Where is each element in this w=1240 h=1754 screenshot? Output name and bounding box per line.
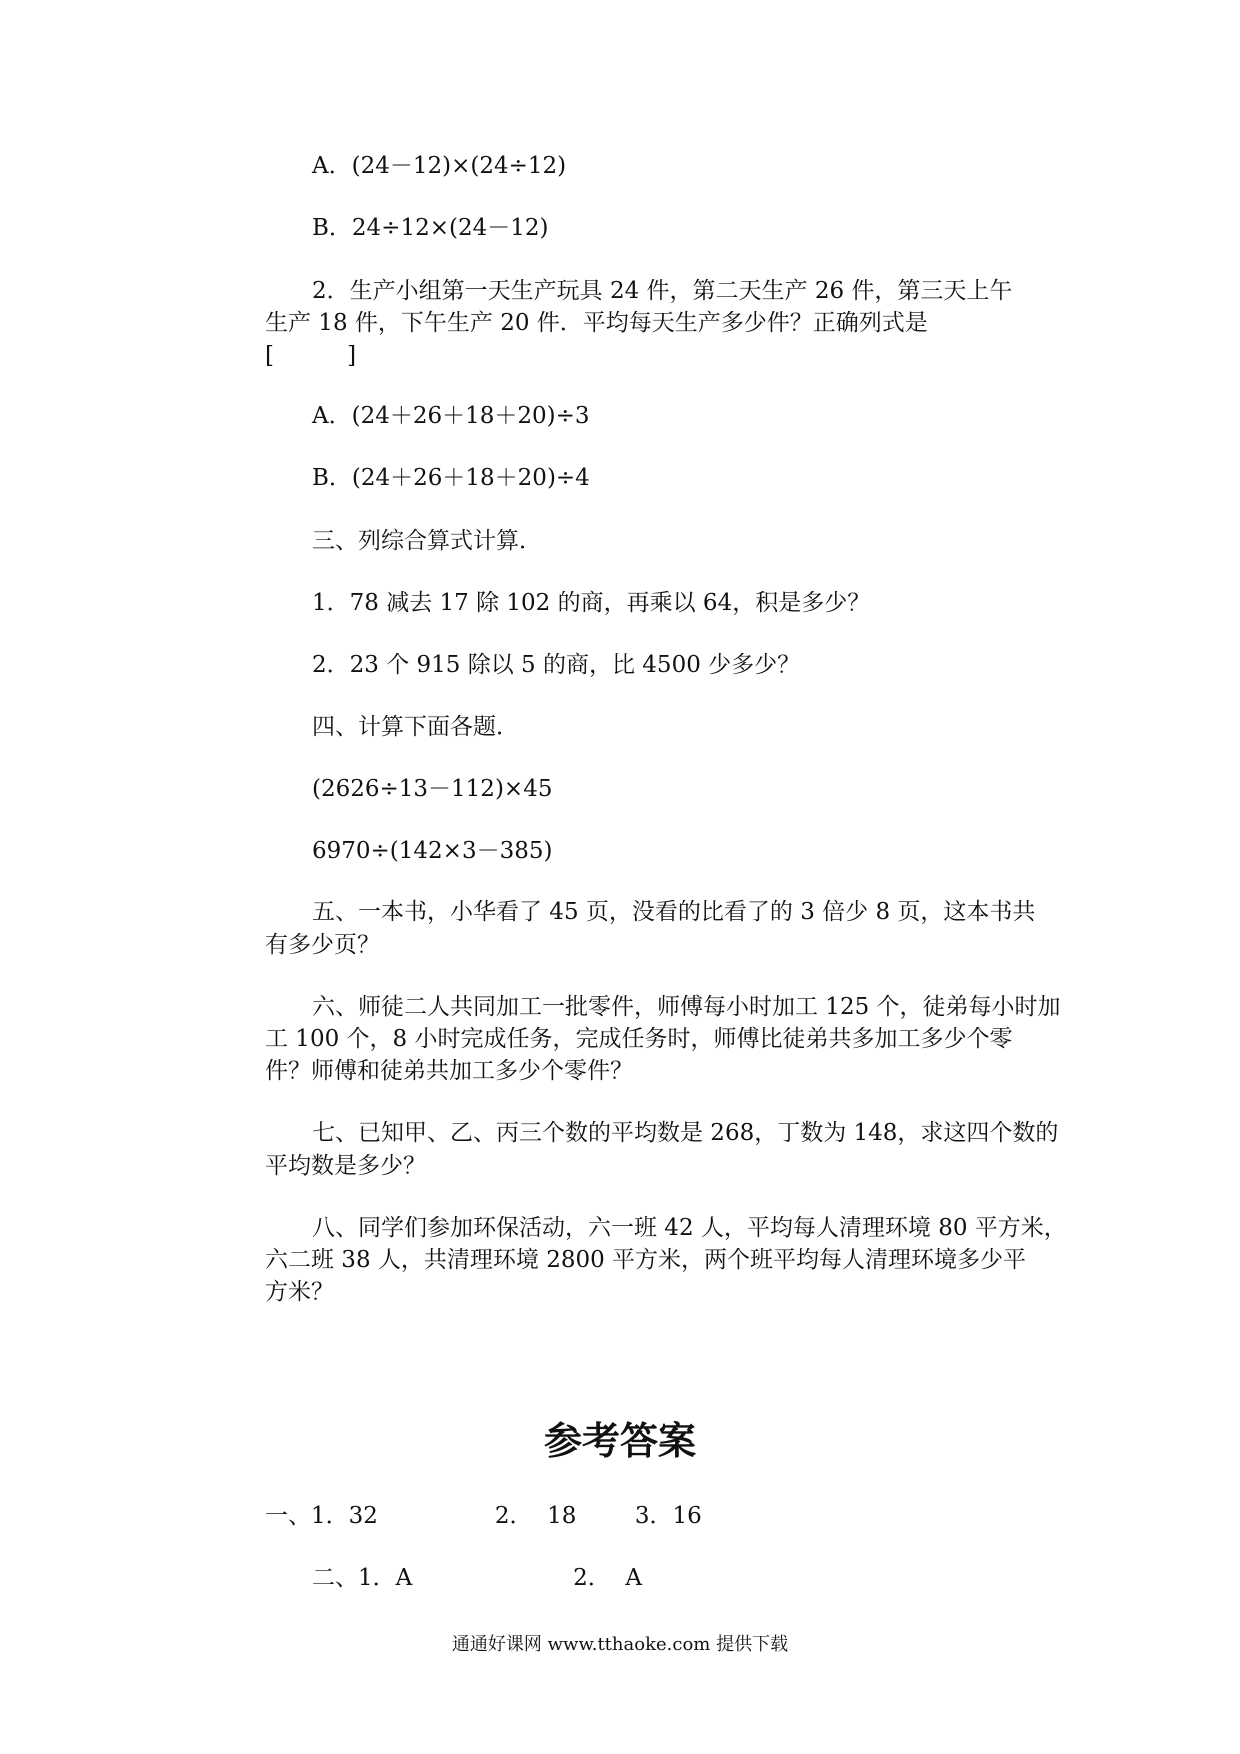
section-8-line-3: 方米？ [265, 1279, 334, 1305]
section-8-line-2: 六二班 38 人，共清理环境 2800 平方米，两个班平均每人清理环境多少平 [265, 1247, 1027, 1273]
answer-bracket: [ ] [265, 343, 357, 369]
section-4-expression-1: (2626÷13－112)×45 [312, 776, 553, 802]
option-b: B．24÷12×(24－12) [312, 215, 549, 241]
question-2-option-b: B．(24＋26＋18＋20)÷4 [312, 465, 590, 491]
section-4-heading: 四、计算下面各题． [312, 714, 519, 740]
section-5-line-1: 五、一本书，小华看了 45 页，没看的比看了的 3 倍少 8 页，这本书共 [312, 899, 1036, 925]
section-6-line-2: 工 100 个，8 小时完成任务，完成任务时，师傅比徒弟共多加工多少个零 [265, 1026, 1013, 1052]
answers-title: 参考答案 [543, 1419, 696, 1463]
section-3-question-2: 2．23 个 915 除以 5 的商，比 4500 少多少？ [312, 652, 801, 678]
option-a: A．(24－12)×(24÷12) [312, 153, 567, 179]
section-6-line-1: 六、师徒二人共同加工一批零件，师傅每小时加工 125 个，徒弟每小时加 [312, 994, 1061, 1020]
section-7-line-1: 七、已知甲、乙、丙三个数的平均数是 268，丁数为 148，求这四个数的 [312, 1120, 1059, 1146]
footer-text: 通通好课网 www.tthaoke.com 提供下载 [451, 1634, 789, 1655]
question-2-line-1: 2．生产小组第一天生产玩具 24 件，第二天生产 26 件，第三天上午 [312, 278, 1013, 304]
section-3-question-1: 1．78 减去 17 除 102 的商，再乘以 64，积是多少？ [312, 590, 871, 616]
answers-row-2: 二、1．A 2． A [312, 1565, 642, 1591]
section-5-line-2: 有多少页？ [265, 932, 380, 958]
section-6-line-3: 件？师傅和徒弟共加工多少个零件？ [265, 1058, 633, 1084]
section-4-expression-2: 6970÷(142×3－385) [312, 838, 553, 864]
question-2-line-2: 生产 18 件，下午生产 20 件．平均每天生产多少件？正确列式是 [265, 310, 928, 336]
section-8-line-1: 八、同学们参加环保活动，六一班 42 人，平均每人清理环境 80 平方米， [312, 1215, 1067, 1241]
section-7-line-2: 平均数是多少？ [265, 1153, 426, 1179]
section-3-heading: 三、列综合算式计算． [312, 528, 542, 554]
answers-row-1: 一、1．32 2． 18 3．16 [265, 1503, 702, 1529]
question-2-option-a: A．(24＋26＋18＋20)÷3 [312, 403, 590, 429]
